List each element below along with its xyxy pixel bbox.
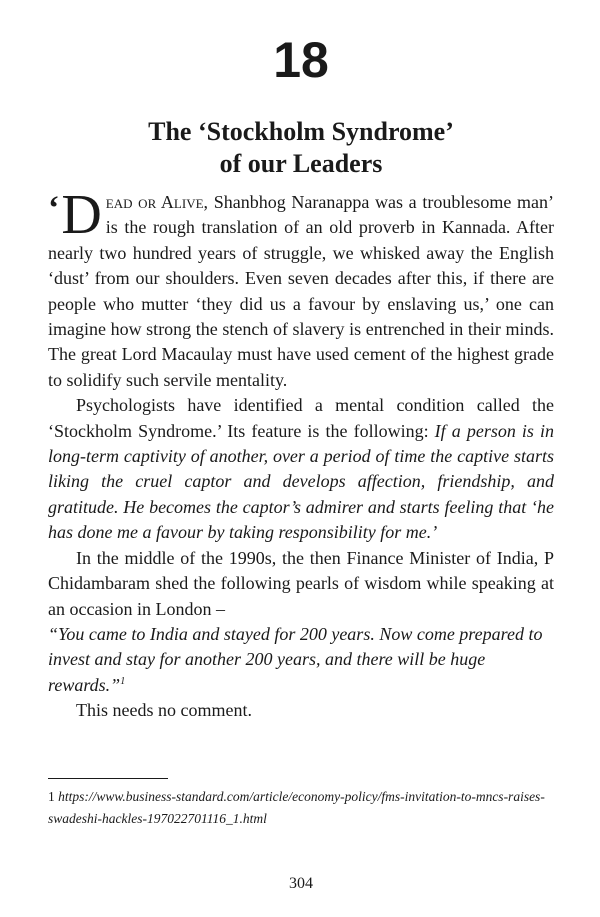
paragraph-2-text: Psychologists have identified a mental condition called the ‘Stockholm Syndrome.’ Its feature is the following: [48,395,554,441]
footnote-reference[interactable]: 1 [120,675,126,687]
chapter-title-line-2: of our Leaders [219,149,383,178]
paragraph-2-italic: If a person is in long-term captivity of another, over a period of time the captive starts liking the cruel captor and develops affection, friendship, and gratitude. He becomes the captor’s admirer and starts feeling that ‘he has done me a favour by taking responsibility for me.’ [48,420,554,543]
footnote-number: 1 [48,789,55,804]
block-quote-text: “You came to India and stayed for 200 years. Now come prepared to invest and stay for another 200 years, and there will be huge rewards.” [48,623,543,695]
paragraph-4: This needs no comment. [76,700,252,721]
chapter-title-line-1: The ‘Stockholm Syndrome’ [148,117,454,146]
drop-cap-quote: ‘ [48,190,60,227]
body-text [48,184,554,724]
footnote-link[interactable]: https://www.business-standard.com/article/economy-policy/fms-invitation-to-mncs-raises-swadeshi-hackles-197022701116_1.html [48,789,545,826]
drop-cap [48,184,102,246]
paragraph-3: In the middle of the 1990s, the then Finance Minister of India, P Chidambaram shed the following pearls of wisdom while speaking at an occasion in London – [48,547,554,619]
page-number: 304 [289,875,313,892]
footnote [48,786,554,830]
paragraph-1 [48,184,554,393]
chapter-title [48,116,554,180]
book-page [48,0,554,917]
chapter-number: 18 [273,32,329,88]
paragraph-1-text: Shanbhog Naranappa was a troublesome man’ is the rough translation of an old proverb in Kannada. After nearly two hundred years of struggle, we whisked away the English ‘dust’ from our shoulders. Even seven decades after this, if there are people who mutter ‘they did us a favour by enslaving us,’ one can imagine how strong the stench of slavery is entrenched in their minds. The great Lord Macaulay must have used cement of the highest grade to solidify such servile mentality. [48,192,554,390]
paragraph-2 [48,393,554,545]
paragraph-1-smallcaps: ead or Alive, [105,192,209,212]
block-quote [48,622,554,698]
footnote-divider [48,778,168,779]
drop-cap-letter: D [61,184,102,246]
